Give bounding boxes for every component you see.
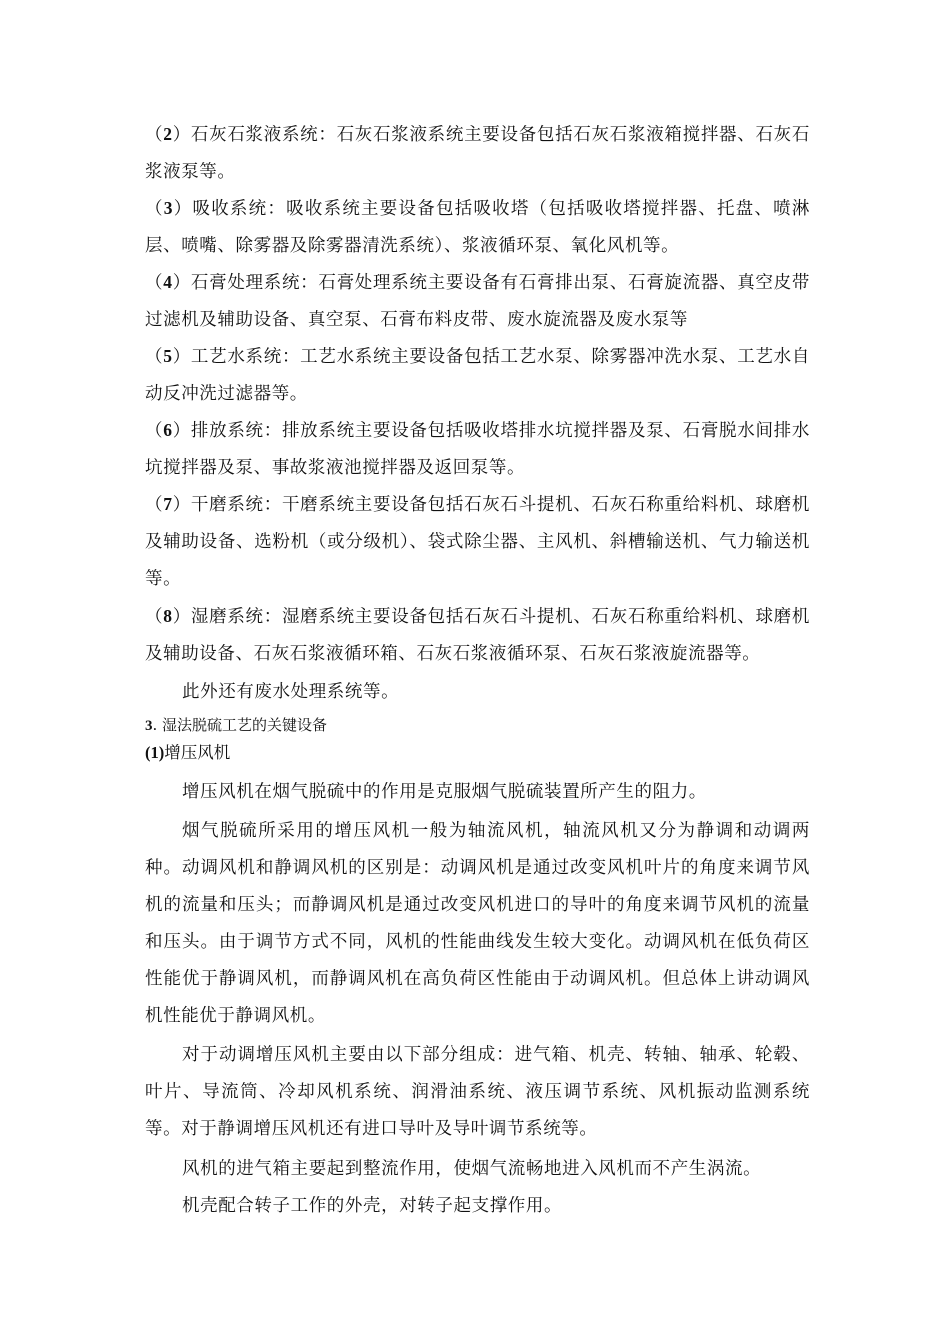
other-systems-note: 此外还有废水处理系统等。 (182, 682, 400, 702)
section-number: 3 (145, 718, 153, 734)
list-item-8: （8）湿磨系统：湿磨系统主要设备包括石灰石斗提机、石灰石称重给料机、球磨机及辅助设备、石灰石浆液循环箱、石灰石浆液循环泵、石灰石浆液旋流器等。 (145, 606, 810, 664)
item-text: 干磨系统：干磨系统主要设备包括石灰石斗提机、石灰石称重给料机、球磨机及辅助设备、选粉机（或分级机）、袋式除尘器、主风机、斜槽输送机、气力输送机等。 (145, 495, 810, 589)
list-item-3: （3）吸收系统：吸收系统主要设备包括吸收塔（包括吸收塔搅拌器、托盘、喷淋层、喷嘴、除雾器及除雾器清洗系统）、浆液循环泵、氧化风机等。 (145, 198, 810, 256)
paragraph-fan-components: 对于动调增压风机主要由以下部分组成：进气箱、机壳、转轴、轴承、轮毂、叶片、导流筒、冷却风机系统、润滑油系统、液压调节系统、风机振动监测系统等。对于静调增压风机还有进口导叶及导叶调节系统等。 (145, 1045, 810, 1139)
item-text: 石灰石浆液系统：石灰石浆液系统主要设备包括石灰石浆液箱搅拌器、石灰石浆液泵等。 (145, 125, 810, 182)
paragraph-inlet-box: 风机的进气箱主要起到整流作用，使烟气流畅地进入风机而不产生涡流。 (182, 1159, 762, 1179)
item-number: 5 (163, 346, 173, 366)
subsection-title: 增压风机 (164, 743, 231, 762)
paragraph-casing: 机壳配合转子工作的外壳，对转子起支撑作用。 (182, 1196, 563, 1216)
list-item-7: （7）干磨系统：干磨系统主要设备包括石灰石斗提机、石灰石称重给料机、球磨机及辅助设备、选粉机（或分级机）、袋式除尘器、主风机、斜槽输送机、气力输送机等。 (145, 494, 810, 589)
subsection-heading (145, 741, 230, 765)
item-number: 2 (163, 124, 173, 144)
paragraph-fan-types: 烟气脱硫所采用的增压风机一般为轴流风机，轴流风机又分为静调和动调两种。动调风机和静调风机的区别是：动调风机是通过改变风机叶片的角度来调节风机的流量和压头；而静调风机是通过改变风机进口的导叶的角度来调节风机的流量和压头。由于调节方式不同，风机的性能曲线发生较大变化。动调风机在低负荷区性能优于静调风机，而静调风机在高负荷区性能由于动调风机。但总体上讲动调风机性能优于静调风机。 (145, 821, 810, 1026)
item-number: 8 (163, 606, 173, 626)
item-text: 排放系统：排放系统主要设备包括吸收塔排水坑搅拌器及泵、石膏脱水间排水坑搅拌器及泵、事故浆液池搅拌器及返回泵等。 (145, 421, 810, 478)
list-item-4: （4）石膏处理系统：石膏处理系统主要设备有石膏排出泵、石膏旋流器、真空皮带过滤机及辅助设备、真空泵、石膏布料皮带、废水旋流器及废水泵等 (145, 272, 810, 330)
item-number: 6 (163, 420, 173, 440)
subsection-number: (1) (145, 743, 165, 762)
paragraph-fan-role: 增压风机在烟气脱硫中的作用是克服烟气脱硫装置所产生的阻力。 (182, 782, 707, 802)
item-number: 7 (163, 494, 173, 514)
list-item-6: （6）排放系统：排放系统主要设备包括吸收塔排水坑搅拌器及泵、石膏脱水间排水坑搅拌器及泵、事故浆液池搅拌器及返回泵等。 (145, 420, 810, 478)
section-title: 湿法脱硫工艺的关键设备 (162, 716, 328, 734)
item-text: 湿磨系统：湿磨系统主要设备包括石灰石斗提机、石灰石称重给料机、球磨机及辅助设备、石灰石浆液循环箱、石灰石浆液循环泵、石灰石浆液旋流器等。 (145, 607, 810, 664)
item-number: 3 (163, 198, 174, 218)
item-text: 工艺水系统：工艺水系统主要设备包括工艺水泵、除雾器冲洗水泵、工艺水自动反冲洗过滤器等。 (145, 347, 810, 404)
list-item-2: （2）石灰石浆液系统：石灰石浆液系统主要设备包括石灰石浆液箱搅拌器、石灰石浆液泵等。 (145, 124, 810, 182)
list-item-5: （5）工艺水系统：工艺水系统主要设备包括工艺水泵、除雾器冲洗水泵、工艺水自动反冲洗过滤器等。 (145, 346, 810, 404)
item-text: 石膏处理系统：石膏处理系统主要设备有石膏排出泵、石膏旋流器、真空皮带过滤机及辅助设备、真空泵、石膏布料皮带、废水旋流器及废水泵等 (145, 273, 810, 330)
section-heading: 3. 湿法脱硫工艺的关键设备 (145, 716, 328, 734)
item-text: 吸收系统：吸收系统主要设备包括吸收塔（包括吸收塔搅拌器、托盘、喷淋层、喷嘴、除雾器及除雾器清洗系统）、浆液循环泵、氧化风机等。 (145, 199, 810, 256)
item-number: 4 (163, 272, 173, 292)
